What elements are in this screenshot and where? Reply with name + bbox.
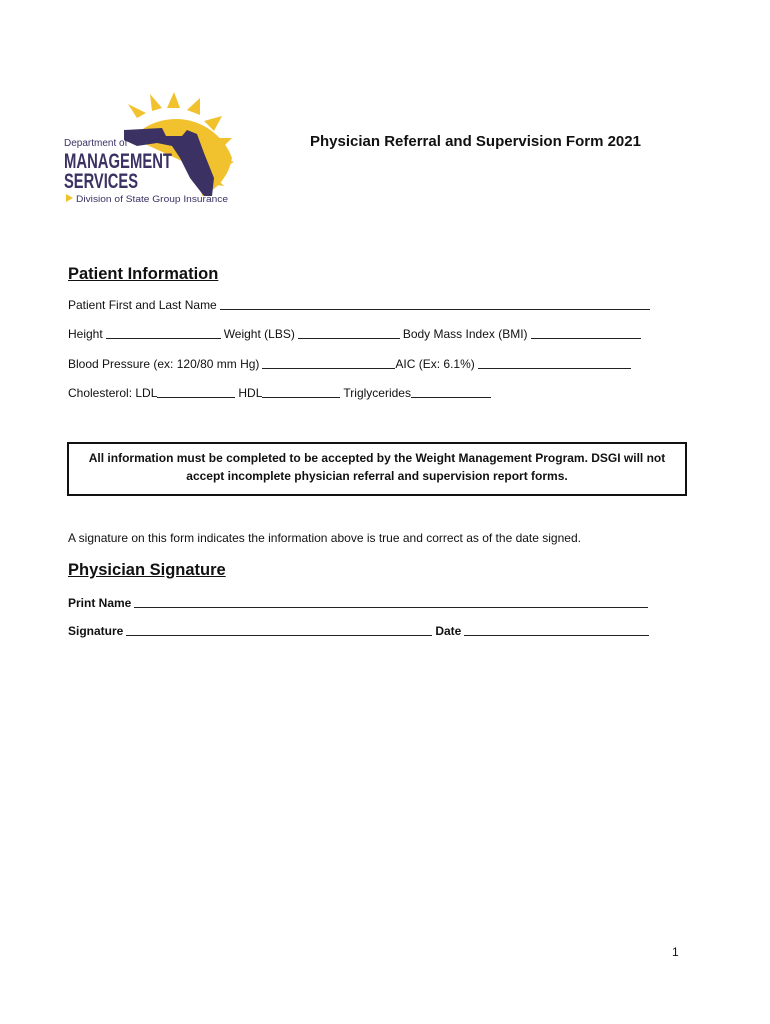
aic-label: AIC (Ex: 6.1%) — [395, 357, 475, 371]
logo-text-division: Division of State Group Insurance — [76, 194, 228, 204]
logo-text-management: MANAGEMENT — [64, 150, 173, 173]
notice-box — [67, 442, 687, 496]
arrow-icon — [66, 194, 73, 202]
notice-line-1: All information must be completed to be accepted by the Weight Management Program. DSGI will not — [88, 451, 666, 465]
patient-name-field[interactable] — [220, 297, 650, 310]
patient-name-label: Patient First and Last Name — [68, 298, 217, 312]
date-field[interactable] — [464, 623, 649, 636]
dms-logo — [62, 88, 252, 208]
triglycerides-label: Triglycerides — [343, 386, 411, 400]
height-field[interactable] — [106, 326, 221, 339]
logo-text-services: SERVICES — [64, 170, 138, 193]
bp-label: Blood Pressure (ex: 120/80 mm Hg) — [68, 357, 260, 371]
signature-row — [68, 623, 652, 638]
height-label: Height — [68, 327, 103, 341]
cholesterol-row — [68, 385, 494, 400]
bp-field[interactable] — [262, 356, 395, 369]
patient-name-row — [68, 297, 653, 312]
logo-text-department: Department of — [64, 138, 128, 149]
form-title: Physician Referral and Supervision Form 2021 — [310, 133, 641, 150]
hdl-label: HDL — [238, 386, 263, 400]
print-name-label: Print Name — [68, 596, 132, 610]
date-label: Date — [435, 624, 462, 638]
notice-line-2: accept incomplete physician referral and supervision report forms. — [186, 469, 568, 483]
bmi-label: Body Mass Index (BMI) — [402, 327, 528, 341]
weight-field[interactable] — [298, 326, 400, 339]
ldl-field[interactable] — [157, 385, 235, 398]
page-number: 1 — [672, 945, 679, 959]
bp-row — [68, 356, 634, 371]
signature-field[interactable] — [126, 623, 432, 636]
measurements-row — [68, 326, 644, 341]
patient-info-heading: Patient Information — [68, 265, 219, 283]
physician-signature-heading: Physician Signature — [68, 561, 226, 579]
signature-label: Signature — [68, 624, 124, 638]
ldl-label: Cholesterol: LDL — [68, 386, 158, 400]
attestation-text: A signature on this form indicates the information above is true and correct as of the date signed. — [68, 531, 581, 545]
bmi-field[interactable] — [531, 326, 641, 339]
print-name-field[interactable] — [134, 595, 648, 608]
triglycerides-field[interactable] — [411, 385, 491, 398]
aic-field[interactable] — [478, 356, 631, 369]
print-name-row — [68, 595, 651, 610]
hdl-field[interactable] — [262, 385, 340, 398]
weight-label: Weight (LBS) — [223, 327, 295, 341]
